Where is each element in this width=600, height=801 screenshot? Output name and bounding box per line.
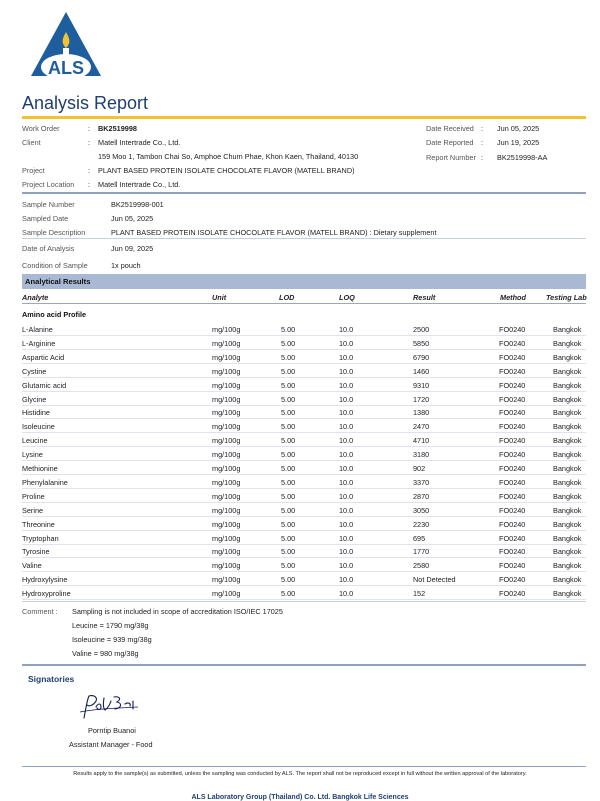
- colon: :: [88, 166, 91, 175]
- cell-unit: mg/100g: [212, 394, 241, 404]
- table-row: [22, 544, 586, 558]
- cell-lod: 5.00: [281, 366, 296, 376]
- cell-loq: 10.0: [339, 352, 354, 362]
- cell-lab: Bangkok: [553, 338, 582, 348]
- table-row: [22, 392, 586, 406]
- cell-unit: mg/100g: [212, 561, 241, 571]
- cell-lod: 5.00: [281, 547, 296, 557]
- table-row: [22, 433, 586, 447]
- cell-lab: Bangkok: [553, 422, 582, 432]
- date-reported-label: Date Reported: [426, 138, 474, 147]
- cell-method: FO0240: [499, 380, 526, 390]
- cell-loq: 10.0: [339, 408, 354, 418]
- cell-lab: Bangkok: [553, 519, 582, 529]
- cell-unit: mg/100g: [212, 352, 241, 362]
- sampled-date-label: Sampled Date: [22, 214, 69, 223]
- table-row: [22, 475, 586, 489]
- cell-unit: mg/100g: [212, 422, 241, 432]
- title-underline: [22, 116, 586, 119]
- cell-lod: 5.00: [281, 352, 296, 362]
- cell-lod: 5.00: [281, 380, 296, 390]
- group-title: Amino acid Profile: [22, 310, 87, 319]
- cell-loq: 10.0: [339, 394, 354, 404]
- header-divider: [22, 192, 586, 194]
- signatories-divider: [22, 664, 586, 666]
- cell-unit: mg/100g: [212, 408, 241, 418]
- cell-method: FO0240: [499, 422, 526, 432]
- cell-lod: 5.00: [281, 505, 296, 515]
- cell-loq: 10.0: [339, 450, 354, 460]
- cell-result: Not Detected: [413, 575, 456, 585]
- cell-unit: mg/100g: [212, 519, 241, 529]
- cell-unit: mg/100g: [212, 380, 241, 390]
- cell-analyte: Hydroxyproline: [22, 589, 71, 599]
- colon: :: [481, 153, 484, 162]
- cell-lab: Bangkok: [553, 394, 582, 404]
- cell-analyte: Serine: [22, 505, 44, 515]
- cell-result: 902: [413, 464, 426, 473]
- cell-lab: Bangkok: [553, 491, 582, 501]
- table-row: [22, 336, 586, 350]
- cell-lab: Bangkok: [553, 366, 582, 376]
- cell-loq: 10.0: [339, 477, 354, 487]
- cell-lod: 5.00: [281, 408, 296, 418]
- table-row: [22, 378, 586, 392]
- cell-analyte: Glycine: [22, 394, 47, 404]
- cell-result: 4710: [413, 436, 430, 446]
- cell-lab: Bangkok: [553, 505, 582, 515]
- condition-value: 1x pouch: [111, 261, 141, 270]
- cell-result: 3050: [413, 505, 430, 515]
- cell-method: FO0240: [499, 505, 526, 515]
- cell-result: 1770: [413, 547, 430, 557]
- table-row: [22, 558, 586, 572]
- table-row: [22, 447, 586, 461]
- cell-analyte: Phenylalanine: [22, 477, 68, 487]
- cell-unit: mg/100g: [212, 450, 241, 460]
- cell-loq: 10.0: [339, 325, 354, 334]
- cell-result: 2580: [413, 561, 430, 571]
- table-row: [22, 503, 586, 517]
- cell-analyte: Valine: [22, 561, 42, 571]
- cell-loq: 10.0: [339, 422, 354, 432]
- cell-method: FO0240: [499, 325, 526, 334]
- cell-result: 152: [413, 589, 426, 599]
- colon: :: [88, 124, 91, 133]
- table-row: [22, 419, 586, 433]
- sample-divider: [22, 238, 586, 239]
- cell-lab: Bangkok: [553, 477, 582, 487]
- analysis-date-label: Date of Analysis: [22, 244, 75, 253]
- cell-result: 9310: [413, 380, 430, 390]
- cell-unit: mg/100g: [212, 338, 241, 348]
- table-row: [22, 531, 586, 545]
- footer-disclaimer: Results apply to the sample(s) as submitted, unless the sampling was conducted by ALS. The report shall not be reproduced except in full without the written approval of the laboratory.: [73, 771, 527, 777]
- colon: :: [88, 180, 91, 189]
- cell-lab: Bangkok: [553, 450, 582, 460]
- cell-lab: Bangkok: [553, 547, 582, 557]
- cell-result: 2870: [413, 491, 430, 501]
- cell-loq: 10.0: [339, 561, 354, 571]
- cell-lab: Bangkok: [553, 436, 582, 446]
- cell-loq: 10.0: [339, 366, 354, 376]
- cell-method: FO0240: [499, 394, 526, 404]
- table-row: [22, 586, 586, 600]
- comment-label: Comment :: [22, 607, 58, 616]
- col-lod: LOD: [279, 293, 295, 302]
- cell-loq: 10.0: [339, 436, 354, 446]
- cell-unit: mg/100g: [212, 575, 241, 585]
- cell-analyte: L-Alanine: [22, 325, 53, 334]
- cell-loq: 10.0: [339, 380, 354, 390]
- cell-loq: 10.0: [339, 533, 354, 543]
- cell-analyte: Threonine: [22, 519, 55, 529]
- cell-lod: 5.00: [281, 575, 296, 585]
- comment-line: Valine = 980 mg/38g: [72, 649, 139, 658]
- cell-lab: Bangkok: [553, 561, 582, 571]
- cell-unit: mg/100g: [212, 436, 241, 446]
- cell-analyte: Aspartic Acid: [22, 352, 65, 362]
- cell-analyte: Leucine: [22, 436, 48, 446]
- cell-lab: Bangkok: [553, 352, 582, 362]
- table-row: [22, 572, 586, 586]
- cell-analyte: Tryptophan: [22, 533, 59, 543]
- cell-loq: 10.0: [339, 464, 354, 473]
- comment-line: Sampling is not included in scope of accreditation ISO/IEC 17025: [72, 607, 283, 616]
- colon: :: [481, 138, 484, 147]
- cell-loq: 10.0: [339, 491, 354, 501]
- sample-number-label: Sample Number: [22, 200, 75, 209]
- project-value: PLANT BASED PROTEIN ISOLATE CHOCOLATE FLAVOR (MATELL BRAND): [98, 166, 355, 175]
- cell-result: 2230: [413, 519, 430, 529]
- cell-lab: Bangkok: [553, 464, 582, 473]
- cell-method: FO0240: [499, 575, 526, 585]
- comment-line: Leucine = 1790 mg/38g: [72, 621, 149, 630]
- date-reported-value: Jun 19, 2025: [497, 138, 540, 147]
- work-order-label: Work Order: [22, 124, 60, 133]
- client-address: 159 Moo 1, Tambon Chai So, Amphoe Chum Phae, Khon Kaen, Thailand, 40130: [98, 152, 359, 161]
- col-analyte: Analyte: [22, 293, 49, 302]
- table-bottom-rule: [22, 601, 586, 602]
- col-loq: LOQ: [339, 293, 355, 302]
- cell-unit: mg/100g: [212, 477, 241, 487]
- sample-description-label: Sample Description: [22, 228, 86, 237]
- table-row: [22, 461, 586, 475]
- col-testing-lab: Testing Lab: [546, 293, 587, 302]
- cell-lod: 5.00: [281, 325, 296, 334]
- cell-method: FO0240: [499, 464, 526, 473]
- cell-unit: mg/100g: [212, 589, 241, 599]
- cell-unit: mg/100g: [212, 366, 241, 376]
- report-number-label: Report Number: [426, 153, 476, 162]
- project-location-label: Project Location: [22, 180, 75, 189]
- cell-method: FO0240: [499, 589, 526, 599]
- cell-lab: Bangkok: [553, 589, 582, 599]
- cell-analyte: Methionine: [22, 464, 58, 473]
- col-unit: Unit: [212, 293, 227, 302]
- cell-loq: 10.0: [339, 547, 354, 557]
- cell-result: 6790: [413, 352, 430, 362]
- table-row: [22, 322, 586, 336]
- cell-unit: mg/100g: [212, 505, 241, 515]
- report-number-value: BK2519998-AA: [497, 153, 548, 162]
- cell-analyte: Hydroxylysine: [22, 575, 68, 585]
- project-label: Project: [22, 166, 45, 175]
- cell-unit: mg/100g: [212, 491, 241, 501]
- cell-lab: Bangkok: [553, 325, 582, 334]
- table-row: [22, 489, 586, 503]
- analytical-results-header: [22, 274, 586, 289]
- cell-lod: 5.00: [281, 450, 296, 460]
- cell-lab: Bangkok: [553, 575, 582, 585]
- cell-result: 2470: [413, 422, 430, 432]
- cell-loq: 10.0: [339, 589, 354, 599]
- cell-method: FO0240: [499, 436, 526, 446]
- cell-result: 1380: [413, 408, 430, 418]
- cell-method: FO0240: [499, 519, 526, 529]
- cell-method: FO0240: [499, 491, 526, 501]
- table-row: [22, 364, 586, 378]
- table-row: [22, 405, 586, 419]
- signature-image: [78, 692, 140, 722]
- cell-method: FO0240: [499, 338, 526, 348]
- date-received-label: Date Received: [426, 124, 474, 133]
- cell-method: FO0240: [499, 450, 526, 460]
- logo-text: ALS: [48, 58, 84, 78]
- column-header-rule: [22, 303, 586, 304]
- cell-lod: 5.00: [281, 464, 296, 473]
- date-received-value: Jun 05, 2025: [497, 124, 540, 133]
- work-order-value: BK2519998: [98, 124, 137, 133]
- col-method: Method: [500, 293, 526, 302]
- cell-lod: 5.00: [281, 436, 296, 446]
- cell-lod: 5.00: [281, 338, 296, 348]
- cell-result: 695: [413, 533, 426, 543]
- cell-lab: Bangkok: [553, 533, 582, 543]
- footer-divider: [22, 766, 586, 767]
- sample-number-value: BK2519998-001: [111, 200, 164, 209]
- cell-result: 1720: [413, 394, 430, 404]
- cell-result: 2500: [413, 325, 430, 334]
- cell-lod: 5.00: [281, 533, 296, 543]
- report-title: Analysis Report: [22, 93, 149, 113]
- cell-analyte: Proline: [22, 491, 45, 501]
- signatories-title: Signatories: [28, 674, 75, 684]
- condition-label: Condition of Sample: [22, 261, 88, 270]
- cell-method: FO0240: [499, 408, 526, 418]
- cell-result: 3180: [413, 450, 430, 460]
- colon: :: [88, 138, 91, 147]
- cell-lod: 5.00: [281, 561, 296, 571]
- cell-lab: Bangkok: [553, 380, 582, 390]
- cell-result: 1460: [413, 366, 430, 376]
- cell-method: FO0240: [499, 352, 526, 362]
- analytical-results-title: Analytical Results: [25, 277, 91, 286]
- cell-analyte: Glutamic acid: [22, 380, 67, 390]
- cell-lod: 5.00: [281, 422, 296, 432]
- cell-analyte: Cystine: [22, 366, 47, 376]
- cell-analyte: Lysine: [22, 450, 43, 460]
- cell-method: FO0240: [499, 561, 526, 571]
- cell-method: FO0240: [499, 366, 526, 376]
- als-logo-graphic: [28, 12, 104, 84]
- cell-method: FO0240: [499, 533, 526, 543]
- colon: :: [481, 124, 484, 133]
- cell-lod: 5.00: [281, 491, 296, 501]
- cell-result: 3370: [413, 477, 430, 487]
- cell-unit: mg/100g: [212, 464, 241, 473]
- col-result: Result: [413, 293, 436, 302]
- table-row: [22, 350, 586, 364]
- cell-loq: 10.0: [339, 575, 354, 585]
- cell-loq: 10.0: [339, 505, 354, 515]
- cell-result: 5850: [413, 338, 430, 348]
- cell-lod: 5.00: [281, 394, 296, 404]
- cell-method: FO0240: [499, 547, 526, 557]
- cell-unit: mg/100g: [212, 533, 241, 543]
- row-rule: [22, 599, 586, 600]
- cell-analyte: Histidine: [22, 408, 50, 418]
- sampled-date-value: Jun 05, 2025: [111, 214, 154, 223]
- cell-lod: 5.00: [281, 589, 296, 599]
- sample-description-value: PLANT BASED PROTEIN ISOLATE CHOCOLATE FLAVOR (MATELL BRAND) : Dietary supplement: [111, 228, 437, 237]
- cell-loq: 10.0: [339, 338, 354, 348]
- cell-lab: Bangkok: [553, 408, 582, 418]
- comment-line: Isoleucine = 939 mg/38g: [72, 635, 152, 644]
- client-label: Client: [22, 138, 41, 147]
- cell-lod: 5.00: [281, 477, 296, 487]
- als-logo: [28, 12, 104, 84]
- table-row: [22, 517, 586, 531]
- cell-lod: 5.00: [281, 519, 296, 529]
- cell-analyte: Isoleucine: [22, 422, 55, 432]
- cell-analyte: L-Arginine: [22, 338, 56, 348]
- signatory-name: Porntip Buanoi: [88, 726, 136, 735]
- cell-analyte: Tyrosine: [22, 547, 50, 557]
- cell-method: FO0240: [499, 477, 526, 487]
- cell-loq: 10.0: [339, 519, 354, 529]
- project-location-value: Matell Intertrade Co., Ltd.: [98, 180, 181, 189]
- cell-unit: mg/100g: [212, 325, 241, 334]
- cell-unit: mg/100g: [212, 547, 241, 557]
- signatory-position: Assistant Manager - Food: [69, 740, 153, 749]
- client-value: Matell Intertrade Co., Ltd.: [98, 138, 181, 147]
- analysis-date-value: Jun 09, 2025: [111, 244, 154, 253]
- footer-company: ALS Laboratory Group (Thailand) Co. Ltd. Bangkok Life Sciences: [191, 794, 409, 801]
